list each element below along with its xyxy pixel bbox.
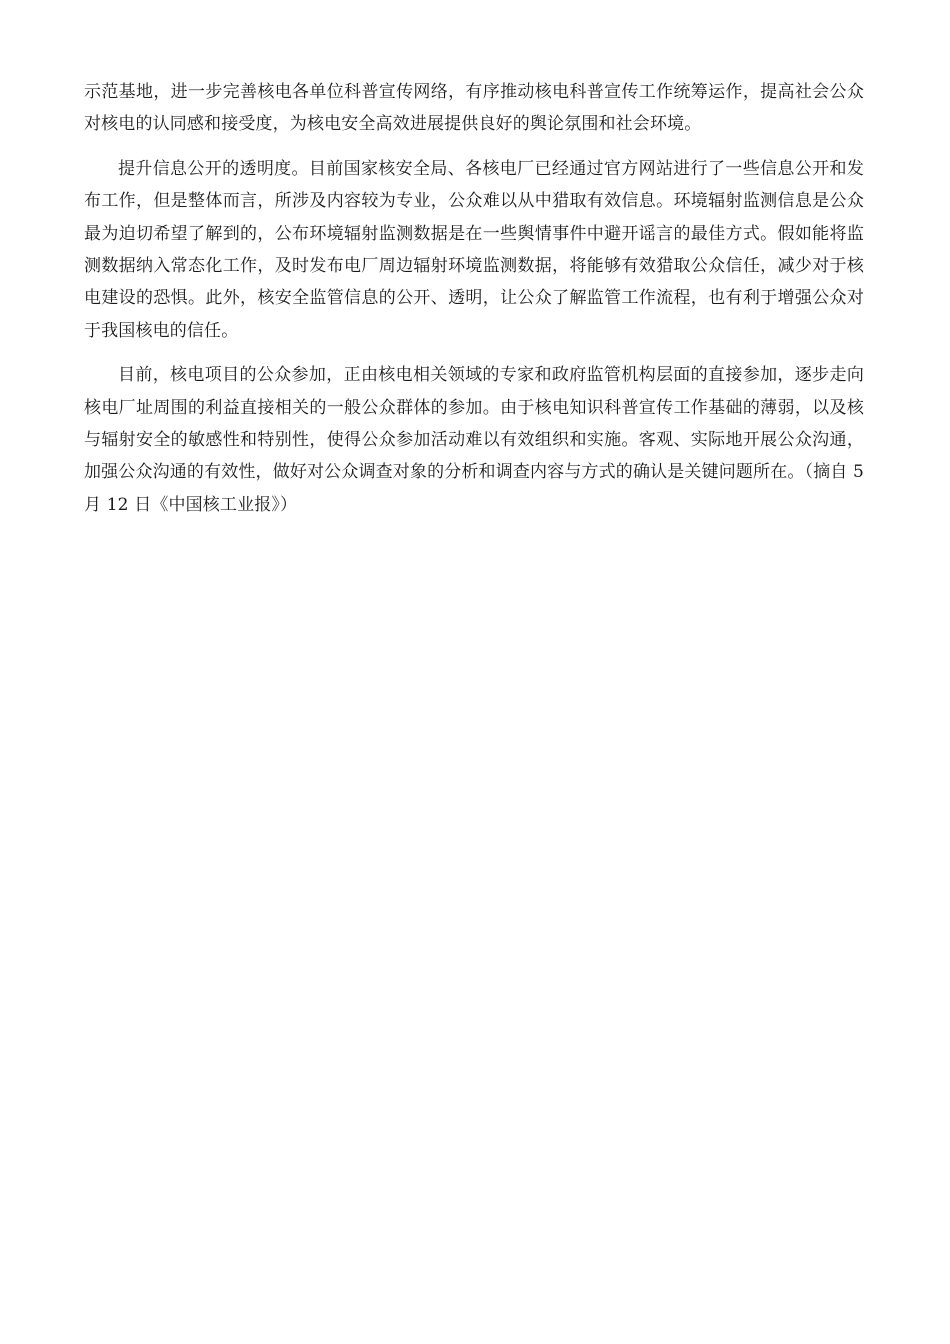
paragraph-public-participation: 目前，核电项目的公众参加，正由核电相关领域的专家和政府监管机构层面的直接参加，逐步走向核电厂址周围的利益直接相关的一般公众群体的参加。由于核电知识科普宣传工作基础的薄弱，以及核与辐射安全的敏感性和特别性，使得公众参加活动难以有效组织和实施。客观、实际地开展公众沟通，加强公众沟通的有效性，做好对公众调查对象的分析和调查内容与方式的确认是关键问题所在。（摘自 5 月 12 日《中国核工业报》）: [84, 365, 864, 515]
document-body: [84, 76, 864, 533]
paragraph-continuation: 示范基地，进一步完善核电各单位科普宣传网络，有序推动核电科普宣传工作统筹运作，提高社会公众对核电的认同感和接受度，为核电安全高效进展提供良好的舆论氛围和社会环境。: [84, 82, 864, 135]
paragraph-transparency: 提升信息公开的透明度。目前国家核安全局、各核电厂已经通过官方网站进行了一些信息公开和发布工作，但是整体而言，所涉及内容较为专业，公众难以从中猎取有效信息。环境辐射监测信息是公众最为迫切希望了解到的，公布环境辐射监测数据是在一些舆情事件中避开谣言的最佳方式。假如能将监测数据纳入常态化工作，及时发布电厂周边辐射环境监测数据，将能够有效猎取公众信任，减少对于核电建设的恐惧。此外，核安全监管信息的公开、透明，让公众了解监管工作流程，也有利于增强公众对于我国核电的信任。: [84, 158, 864, 341]
